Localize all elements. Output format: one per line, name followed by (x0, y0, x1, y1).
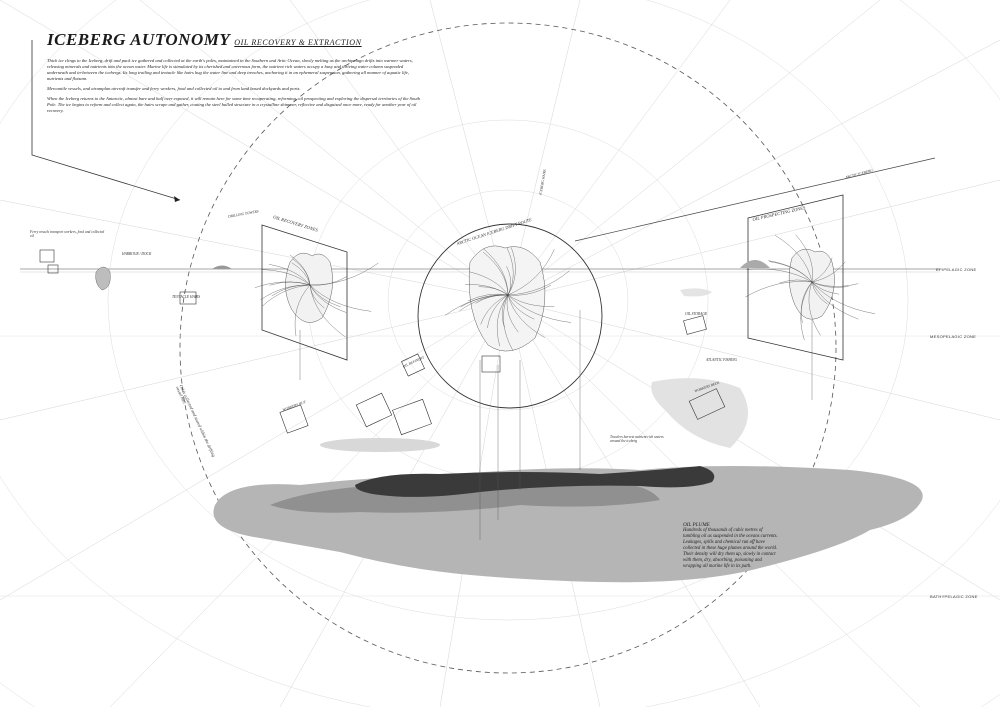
label-atlantic-fishing: ATLANTIC FISHING (706, 358, 738, 362)
intro-text (47, 58, 425, 118)
iceberg-right (789, 249, 834, 319)
label-workers-beds: WORKERS BEDS (694, 380, 720, 394)
label-ferry-note: Ferry vessels transport workers, food and collected oil (30, 230, 105, 239)
oil-plume-description: Hundreds of thousands of cubic metres of tumbling oil as suspended in the oceans currents. Leakages, spills and chemical run off have collected in these huge plumes around the world. Their density will dry them up, slowly in contact with them, dry, absorbing, poisoning and wrapping all marine life in its path. (683, 528, 778, 569)
label-oil-note: Oil is collected and stored within the drifting vessel hull (174, 383, 217, 458)
iceberg-left (285, 253, 332, 322)
label-arctic-iceberg: ARCTIC ICEBERG (844, 168, 874, 180)
page-title: ICEBERG AUTONOMY (47, 30, 231, 49)
label-oil-recovery: OIL RECOVERY ZONES (272, 214, 319, 233)
detail-boxes (40, 250, 725, 435)
label-oil-prospecting: OIL PROSPECTING ZONES (751, 205, 806, 223)
label-oil-refinery: OIL REFINERY (402, 355, 425, 369)
zone-label-epipelagic: EPIPELAGIC ZONE (936, 267, 977, 272)
seabed-patch (320, 438, 440, 452)
page-subtitle: OIL RECOVERY & EXTRACTION (234, 38, 362, 47)
intro-paragraph: Mercantile vessels, and airamplan aircraft transfer and ferry workers, food and collected oil to and from land based dockyards and ports. (47, 86, 301, 91)
label-workers-hut: WORKERS HUT (281, 399, 307, 413)
right-leader (575, 158, 935, 241)
oil-plume-title: OIL PLUME (683, 522, 710, 528)
title-block (47, 30, 427, 50)
label-drilling: DRILLING TOWERS (227, 209, 259, 219)
intro-paragraph: When the Iceberg returns to the Antarctic, almost bare and half over exposed, it will remain here for some time recuperating, reforming, oil prospecting and exploring the dispersal territories of the South Pole. The ice begins to reform and collect again, the hairs scrape and gather, coating the steel hulled structure in a crystalline shimmer, reflective and disguised once more, ready for another year of oil recovery. (47, 96, 421, 113)
label-tentacle-hairs: TENTACLE HAIRS (172, 295, 200, 299)
zone-label-bathypelagic: BATHYPELAGIC ZONE (930, 594, 978, 599)
label-oil-storage: OIL STORAGE (685, 312, 708, 316)
label-iceberg-hair: ICEBERG HAIRS (538, 169, 547, 196)
tentacle-hairs (255, 235, 875, 351)
oil-plume-caption (683, 522, 778, 570)
zone-label-mesopelagic: MESOPELAGIC ZONE (930, 334, 977, 339)
label-harbour: HARBOUR / DOCK (122, 252, 152, 256)
intro-paragraph: Thick ice clings to the Iceberg, drift and pack ice gathered and collected at the earth's poles, maintained in the Southern and Artic Ocean, slowly melting as the archipelago drifts into warmer waters, releasing minerals and nutrients into the ocean water. Marine life is stimulated by its cherished and cavernous form, the nutrient rich waters occupy a busy and thriving water column suspended underneath and in-between the icebergs. Its long trailing and tentacle like hairs hug the water line and deep trenches, anchoring it in an ephemeral suspension, gathering all manner of aquatic life, nutrients and flotsam. (47, 58, 413, 81)
label-fishing-note: Trawlers harvest nutrient rich waters around the iceberg (610, 435, 664, 444)
label-arc-route: ARCTIC OCEAN ICEBERG DRIFT ROUTE (455, 216, 533, 247)
oil-plume (213, 466, 922, 582)
